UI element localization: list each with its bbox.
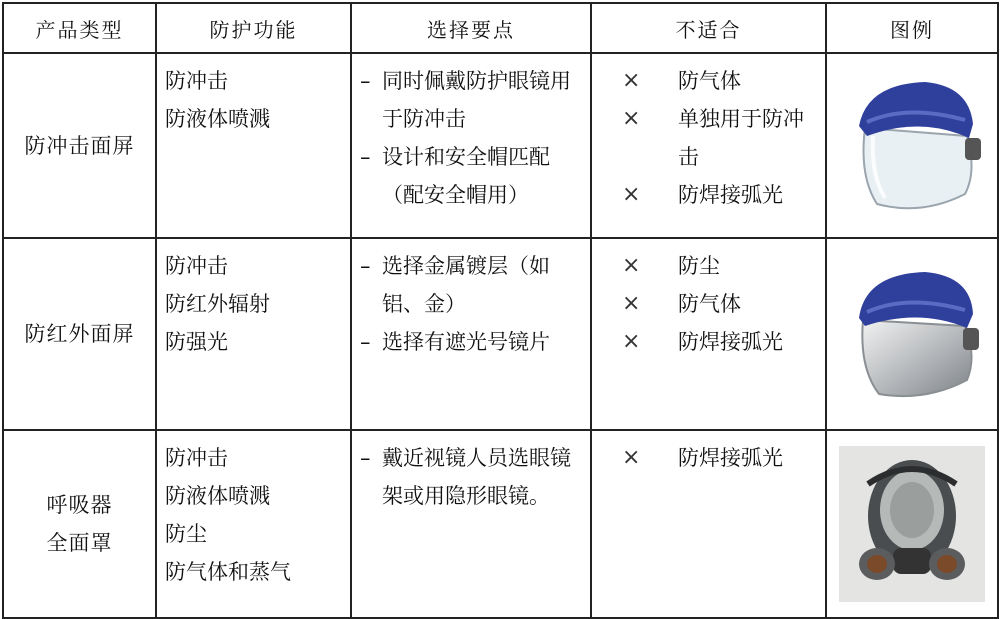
- dash-bullet: –: [360, 254, 371, 278]
- points-cell: [351, 53, 591, 238]
- function-item: 防尘: [165, 522, 207, 546]
- cross-icon: ×: [622, 182, 641, 207]
- table-row: [3, 430, 998, 618]
- product-type-cell: [3, 238, 156, 430]
- unsuitable-text: 防尘: [678, 254, 720, 278]
- unsuitable-item: [622, 439, 819, 477]
- cross-icon: ×: [622, 445, 641, 470]
- dash-bullet: –: [360, 145, 371, 169]
- function-cell: [156, 53, 351, 238]
- unsuitable-item: [622, 323, 819, 361]
- point-item: [360, 247, 580, 323]
- header-product-type: 产品类型: [3, 3, 156, 53]
- function-item: 防气体和蒸气: [165, 560, 291, 584]
- point-text: 同时佩戴防护眼镜用于防冲击: [382, 69, 571, 131]
- cross-icon: ×: [622, 329, 641, 354]
- header-unsuitable: 不适合: [591, 3, 826, 53]
- points-cell: [351, 430, 591, 618]
- product-type-cell: [3, 430, 156, 618]
- function-cell: [156, 430, 351, 618]
- dash-bullet: –: [360, 69, 371, 93]
- product-type: 防红外面屏: [24, 322, 135, 346]
- function-item: 防冲击: [165, 69, 228, 93]
- unsuitable-item: [622, 100, 819, 176]
- unsuitable-text: 防气体: [678, 69, 741, 93]
- unsuitable-text: 防气体: [678, 292, 741, 316]
- dash-bullet: –: [360, 330, 371, 354]
- unsuitable-cell: [591, 238, 826, 430]
- unsuitable-item: [622, 247, 819, 285]
- header-protection-function: 防护功能: [156, 3, 351, 53]
- cross-icon: ×: [622, 106, 641, 131]
- product-type: 呼吸器: [46, 493, 113, 517]
- cross-icon: ×: [622, 68, 641, 93]
- function-item: 防冲击: [165, 254, 228, 278]
- function-item: 防红外辐射: [165, 292, 270, 316]
- table-row: [3, 53, 998, 238]
- full-face-respirator-image: [837, 444, 987, 604]
- point-text: 选择金属镀层（如铝、金）: [382, 254, 550, 316]
- cross-icon: ×: [622, 253, 641, 278]
- header-selection-points: 选择要点: [351, 3, 591, 53]
- dash-bullet: –: [360, 446, 371, 470]
- point-item: [360, 439, 580, 515]
- header-illustration: 图例: [826, 3, 998, 53]
- unsuitable-item: [622, 285, 819, 323]
- cross-icon: ×: [622, 291, 641, 316]
- function-item: 防冲击: [165, 446, 228, 470]
- metallic-face-shield-image: [837, 264, 987, 404]
- unsuitable-cell: [591, 53, 826, 238]
- point-item: [360, 62, 580, 138]
- ppe-table: [2, 2, 999, 619]
- unsuitable-text: 单独用于防冲击: [678, 107, 804, 169]
- point-text: 戴近视镜人员选眼镜架或用隐形眼镜。: [382, 446, 571, 508]
- header-row: [3, 3, 998, 53]
- point-text: 设计和安全帽匹配（配安全帽用）: [382, 145, 550, 207]
- unsuitable-cell: [591, 430, 826, 618]
- unsuitable-item: [622, 176, 819, 214]
- point-item: [360, 323, 580, 361]
- unsuitable-text: 防焊接弧光: [678, 330, 783, 354]
- illustration-cell: [826, 430, 998, 618]
- illustration-cell: [826, 53, 998, 238]
- unsuitable-text: 防焊接弧光: [678, 183, 783, 207]
- product-type: 全面罩: [46, 531, 113, 555]
- point-text: 选择有遮光号镜片: [382, 330, 550, 354]
- clear-face-shield-image: [837, 76, 987, 216]
- unsuitable-item: [622, 62, 819, 100]
- function-item: 防强光: [165, 330, 228, 354]
- point-item: [360, 138, 580, 214]
- table-row: [3, 238, 998, 430]
- unsuitable-text: 防焊接弧光: [678, 446, 783, 470]
- points-cell: [351, 238, 591, 430]
- product-type: 防冲击面屏: [24, 133, 135, 158]
- function-item: 防液体喷溅: [165, 484, 270, 508]
- product-type-cell: [3, 53, 156, 238]
- illustration-cell: [826, 238, 998, 430]
- function-cell: [156, 238, 351, 430]
- function-item: 防液体喷溅: [165, 107, 270, 131]
